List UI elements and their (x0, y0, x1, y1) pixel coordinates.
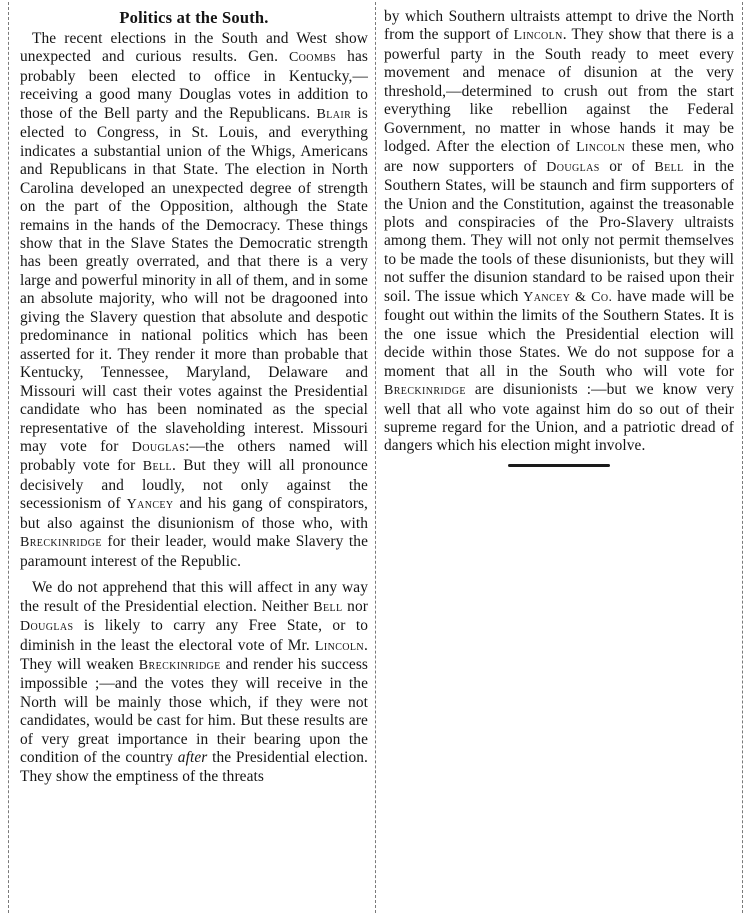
proper-name: Blair (316, 106, 352, 122)
article-end-rule (508, 464, 610, 467)
text-run: are disunionists :—but we know very well that all who vote against him do so out of their supreme regard for the Union, and a patriotic dread of dangers which his election might involve. (384, 381, 734, 455)
text-run: is likely to carry any Free State, or to diminish in the least the electoral vote of Mr. (20, 617, 368, 654)
text-run: the Presidential election. They show the emptiness of the threats (20, 749, 368, 785)
text-run: and his gang of conspirators, but also against the disunionism of those who, with (20, 495, 369, 532)
text-run: and render his success impossible ;—and the votes they will receive in the North will be mainly those which, if they were not candidates, would be cast for him. But these results are of very great importance in their bearing upon the condition of the country (20, 655, 368, 767)
text-run: is elected to Congress, in St. Louis, and everything indicates a substantial union of the Whigs, Americans and Republicans in that State. The election in North Carolina developed an unexpected degree of strength on the part of the Opposition, although the State remains in the hands of the Democracy. These things show that in the Slave States the Democratic strength has been greatly overrated, and that there is a very large and powerful minority in all of them, and in some an absolute majority, who will not be dragooned into giving the Slavery question that absolute and despotic predominance in national politics which has been asserted for it. They render it more than probable that Kentucky, Tennessee, Maryland, Delaware and Missouri will cast their votes against the Presidential candidate who has been nominated as the special representative of the slaveholding interest. Missouri may vote for (20, 104, 368, 455)
proper-name: Lincoln (576, 140, 626, 156)
proper-name: Douglas (546, 159, 600, 175)
proper-name: Breckinridge (384, 383, 466, 399)
text-run: has probably been elected to office in Kentucky,—receiving a good many Douglas votes in addition to those of the Bell party and the Republicans. (20, 48, 368, 122)
text-run: or of (599, 157, 655, 175)
emphasis-text: after (177, 749, 208, 767)
proper-name: Breckinridge (138, 657, 221, 673)
column-rule-right (742, 2, 743, 913)
column-rule-left (8, 2, 9, 913)
proper-name: Bell (654, 159, 684, 175)
text-run: We do not apprehend that this will affect in any way the result of the Presidential election. Neither (20, 579, 368, 615)
text-run: these men, who are now supporters of (384, 138, 734, 175)
article-paragraph-2 (20, 579, 368, 786)
text-run: . They show that there is a powerful party in the South ready to meet every movement and menace of disunion at the very threshold,—determined to crush out from the start everything like rebellion against the Federal Government, no matter in whose hands it may be lodged. After the election of (384, 26, 734, 156)
proper-name: Coombs (288, 50, 337, 66)
article-column-right (384, 8, 734, 467)
proper-name: Douglas (20, 619, 74, 635)
text-run: . They will weaken (20, 636, 368, 673)
text-run: in the Southern States, will be staunch and firm supporters of the Union and the Constitution, against the treasonable plots and conspiracies of the Pro-Slavery ultraists among them. They will not only not permit themselves to be made the tools of these disunionists, but they will not suffer the disunion standard to be raised upon their soil. The issue which (384, 157, 735, 305)
article-headline: Politics at the South. (119, 8, 269, 27)
text-run: The recent elections in the South and West show unexpected and curious results. Gen. (20, 30, 368, 66)
text-run: for their leader, would make Slavery the paramount interest of the Republic. (20, 533, 368, 570)
proper-name: Breckinridge (20, 535, 102, 551)
text-run: . But they will all pronounce decisively and loudly, not only against the secessionism of (20, 457, 368, 513)
text-run: by which Southern ultraists attempt to drive the North from the support of (384, 8, 734, 44)
proper-name: Lincoln (314, 638, 365, 654)
article-paragraph-1 (20, 30, 368, 571)
proper-name: Bell (313, 599, 343, 615)
proper-name: Yancey (126, 497, 174, 513)
proper-name: Lincoln (513, 28, 563, 44)
column-rule-middle (375, 2, 376, 913)
article-column-left (20, 8, 368, 794)
text-run: have made will be fought out within the limits of the Southern States. It is the one issue which the Presidential election will decide within those States. We do not suppose for a moment that all in the South who will vote for (384, 287, 735, 380)
proper-name: Bell (142, 459, 172, 475)
text-run: :—the others named will probably vote for (20, 437, 368, 475)
article-paragraph-2-continued (384, 8, 734, 456)
proper-name: Yancey & Co. (523, 289, 613, 305)
text-run: nor (342, 597, 368, 615)
proper-name: Douglas (131, 439, 186, 455)
